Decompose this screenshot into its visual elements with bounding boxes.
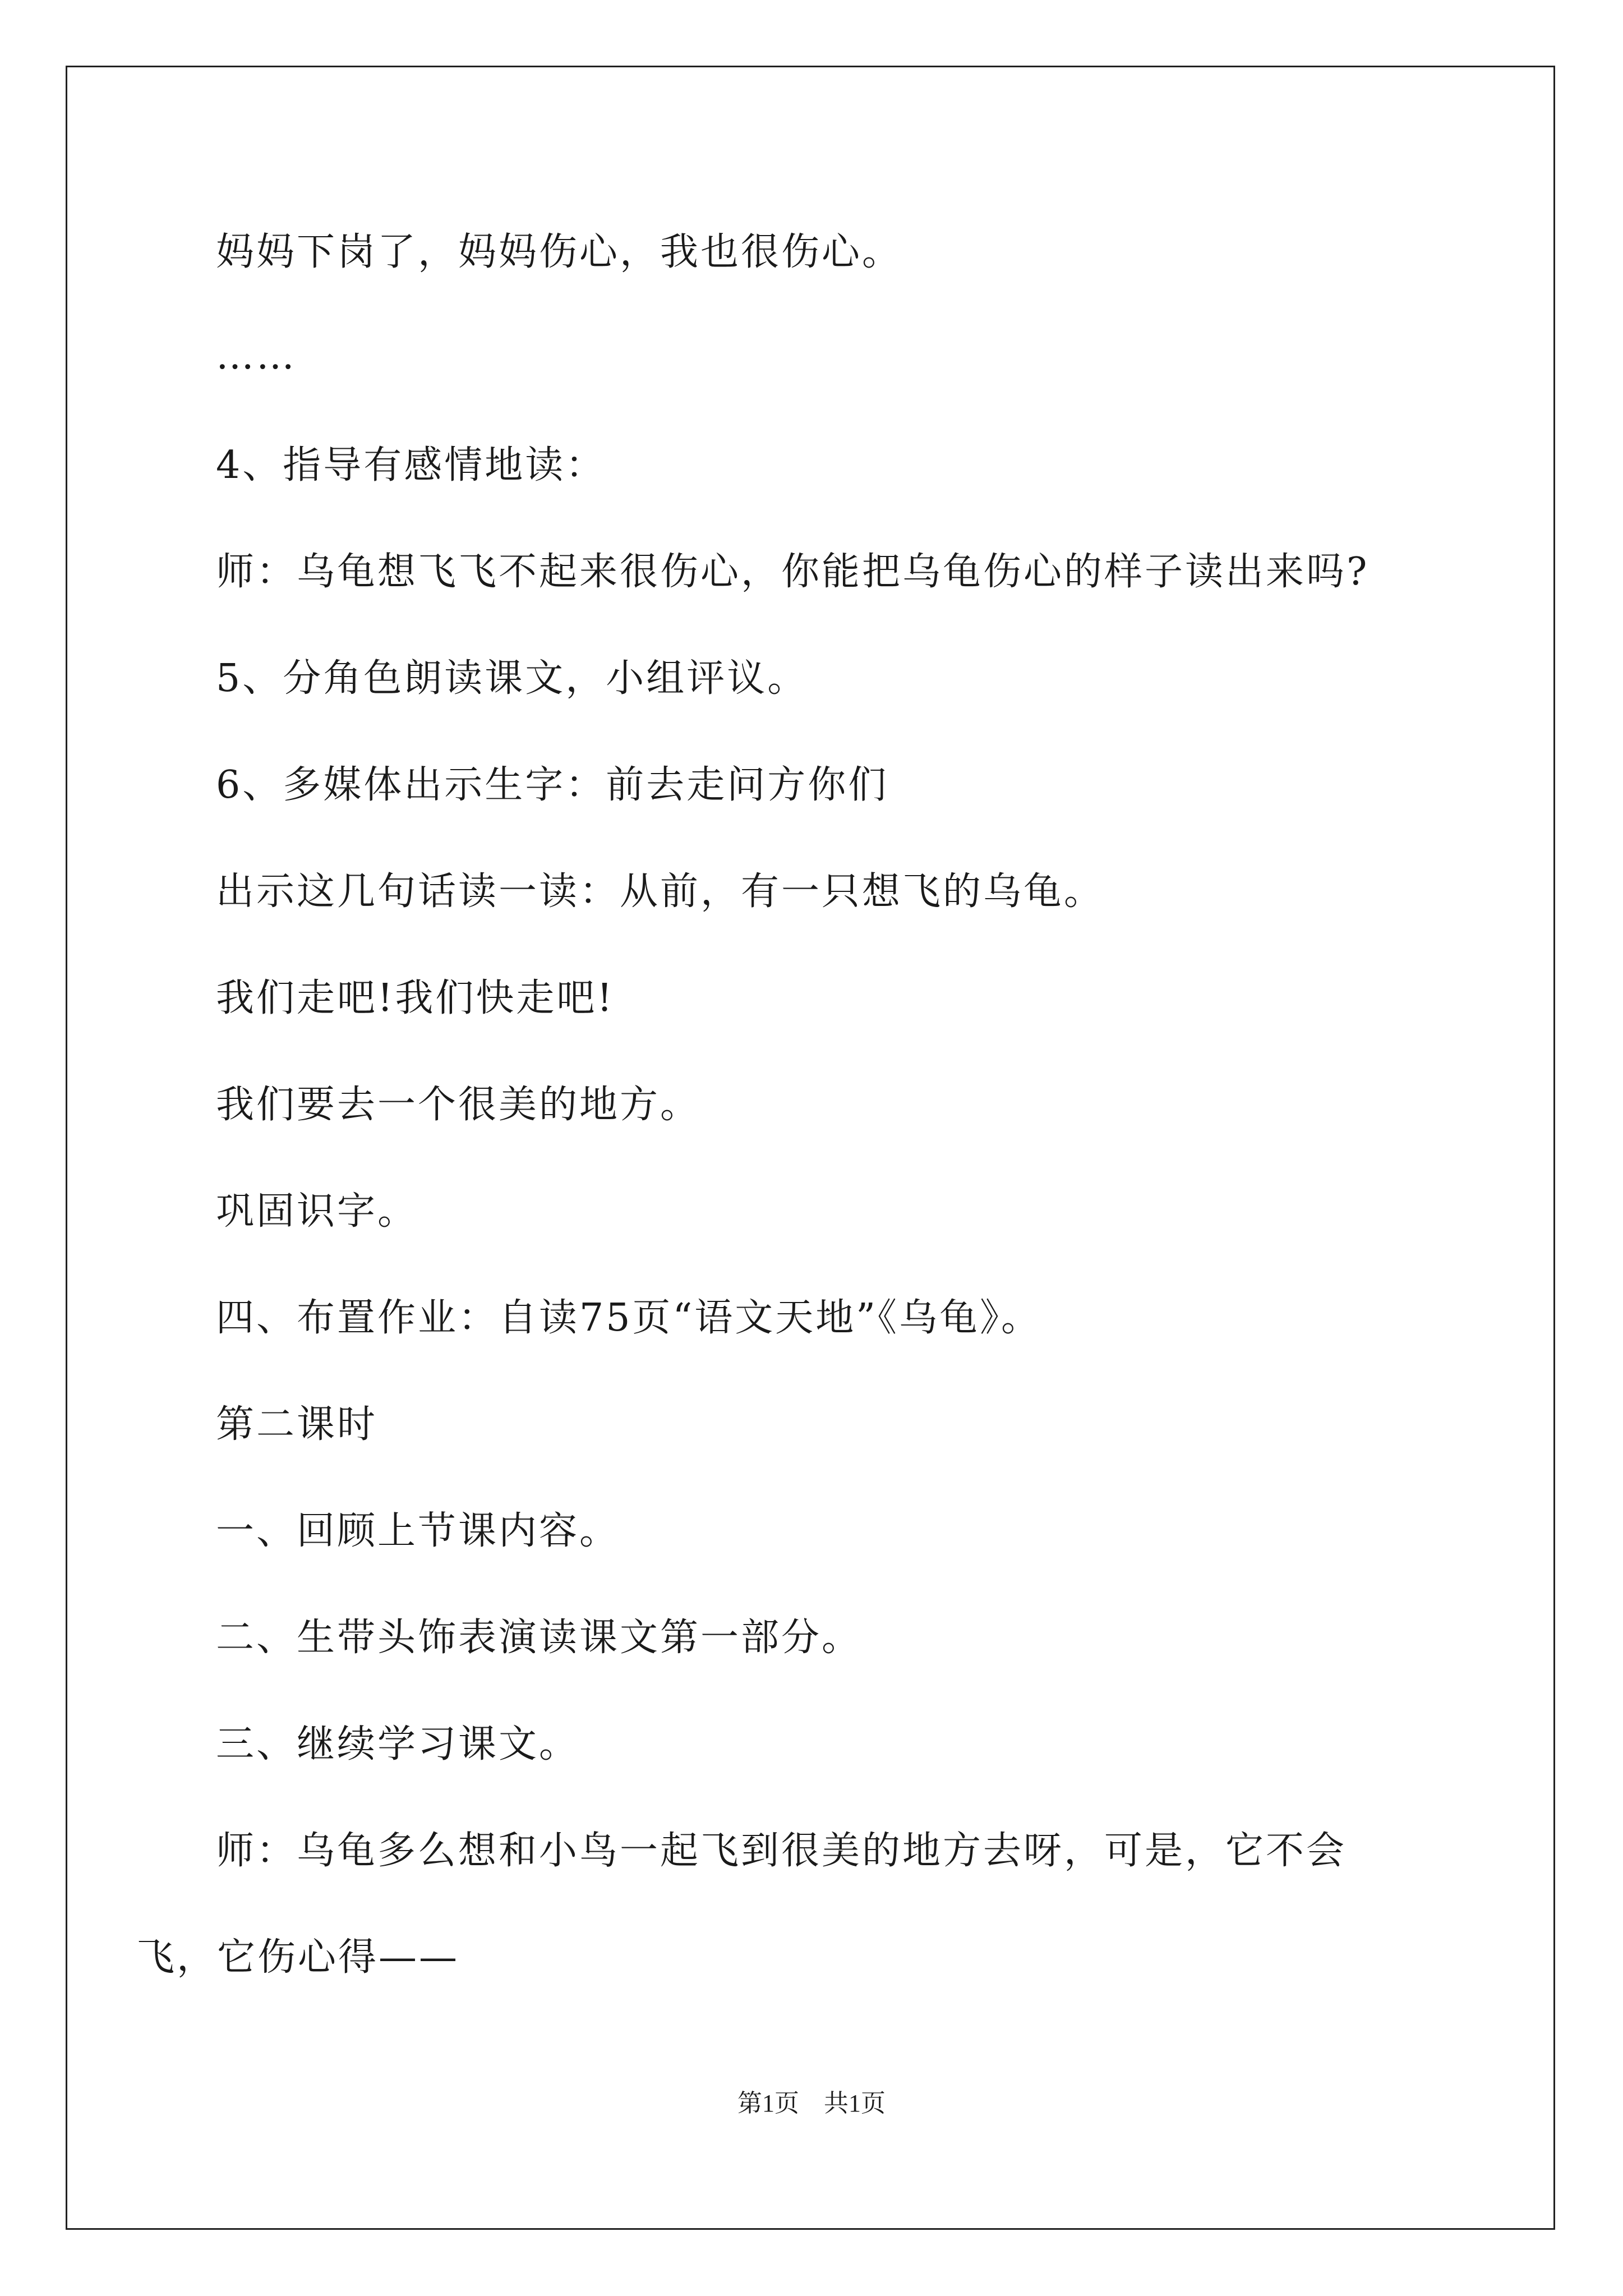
- paragraph: 师：乌龟想飞飞不起来很伤心，你能把乌龟伤心的样子读出来吗?: [216, 550, 1370, 594]
- paragraph-ellipsis: ……: [216, 334, 297, 378]
- page-frame: [66, 66, 1555, 2230]
- paragraph: 妈妈下岗了，妈妈伤心，我也很伤心。: [216, 230, 903, 274]
- section-heading: 第二课时: [216, 1402, 378, 1447]
- paragraph: 5、分角色朗读课文，小组评议。: [216, 656, 808, 701]
- paragraph: 巩固识字。: [216, 1189, 418, 1234]
- paragraph: 师：乌龟多么想和小鸟一起飞到很美的地方去呀，可是，它不会: [216, 1829, 1347, 1873]
- paragraph: 我们要去一个很美的地方。: [216, 1083, 701, 1127]
- paragraph: 三、继续学习课文。: [216, 1722, 580, 1766]
- paragraph: 二、生带头饰表演读课文第一部分。: [216, 1616, 863, 1660]
- paragraph: 出示这几句话读一读：从前，有一只想飞的乌龟。: [216, 869, 1105, 914]
- paragraph: 4、指导有感情地读：: [216, 443, 606, 487]
- paragraph-continuation: 飞，它伤心得——: [136, 1935, 460, 1980]
- paragraph: 6、多媒体出示生字：前去走问方你们: [216, 763, 889, 807]
- paragraph: 一、回顾上节课内容。: [216, 1509, 620, 1553]
- paragraph: 四、布置作业：自读75页“语文天地”《乌龟》。: [216, 1296, 1042, 1340]
- paragraph: 我们走吧!我们快走吧!: [216, 976, 615, 1020]
- page-footer: 第1页 共1页: [737, 2090, 886, 2117]
